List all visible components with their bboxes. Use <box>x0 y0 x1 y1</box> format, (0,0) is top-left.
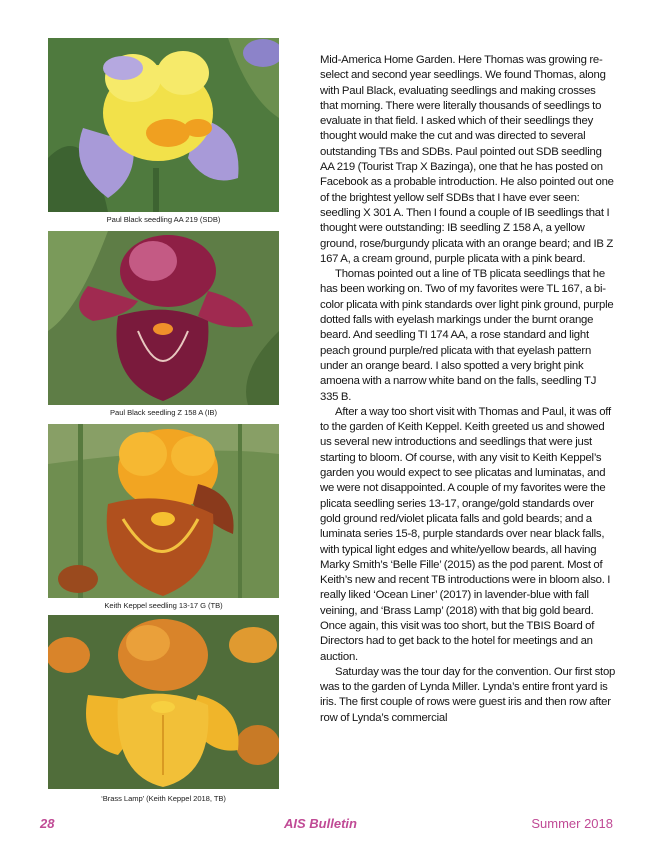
photo-caption: Paul Black seedling Z 158 A (IB) <box>110 408 217 417</box>
article-paragraph: Mid-America Home Garden. Here Thomas was growing re-select and second year seedlings. We found Thomas, along with Paul Black, evaluating seedlings and making crosses that morning. There were literally thousands of seedlings to evaluate in that field. I asked which of their seedlings they thought would make the cut and was directed to several outstanding TBs and SDBs. Paul pointed out SDB seedling AA 219 (Tourist Trap X Bazinga), one that he has posted on Facebook as a probable introduction. He also pointed out one of the brightest yellow self SDBs that I have ever seen: seedling X 301 A. Then I found a couple of IB seedlings that I thought were outstanding: IB seedling Z 158 A, a yellow ground, rose/burgundy plicata with an orange beard; and IB Z 167 A, a cream ground, purple plicata with a pink beard. <box>320 54 614 265</box>
photo-caption: Paul Black seedling AA 219 (SDB) <box>106 215 221 224</box>
page-number: 28 <box>40 816 55 831</box>
article-paragraph: Thomas pointed out a line of TB plicata seedlings that he has been working on. Two of my favorites were TL 167, a bi-color plicata with pink standards over light pink ground, purple dotted falls with eyelash markings under the burnt orange beard. And seedling TI 174 AA, a rose standard and light peach ground purple/red plicata with that eyelash pattern under an orange beard. I also spotted a very bright pink amoena with a narrow white band on the falls, seedling TJ 335 B. <box>320 268 614 403</box>
yellow-blue-iris-photo <box>48 38 279 212</box>
orange-plicata-iris-photo <box>48 424 279 598</box>
article-paragraph: Saturday was the tour day for the convention. Our first stop was to the garden of Lynda Miller. Lynda’s entire front yard is iris. The first couple of rows were guest iris and then row after row of Lynda’s commercial <box>320 665 616 724</box>
article-paragraph: After a way too short visit with Thomas and Paul, it was off to the garden of Keith Keppel. Keith greeted us and showed us several new introductions and seedlings that were just starting to bloom. Of course, with any visit to Keith Keppel’s garden you would expect to see plicatas and luminatas, and we were not disappointed. A couple of my favorites were the plicata seedling series 13-17, orange/gold standards over gold ground red/violet plicata falls and gold beards; and a luminata series 15-8, purple standards over near black falls, with typical light edges and white/yellow beards, all having Marky Smith’s ‘Belle Fille’ (2015) as the pod parent. Most of Keith’s new and recent TB introductions were in bloom also. I really liked ‘Ocean Liner’ (2017) in lavender-blue with fall veining, and ‘Brass Lamp’ (2018) with that big gold beard. Once again, this visit was too short, but the TBIS Board of Directors had to get back to the hotel for meetings and an auction. <box>320 405 611 663</box>
gold-iris-photo <box>48 615 279 789</box>
photo-caption: ‘Brass Lamp’ (Keith Keppel 2018, TB) <box>101 794 226 803</box>
article-body <box>320 53 616 726</box>
photo-caption: Keith Keppel seedling 13-17 G (TB) <box>104 601 223 610</box>
publication-title: AIS Bulletin <box>284 816 357 831</box>
burgundy-plicata-iris-photo <box>48 231 279 405</box>
issue-date: Summer 2018 <box>531 816 613 831</box>
